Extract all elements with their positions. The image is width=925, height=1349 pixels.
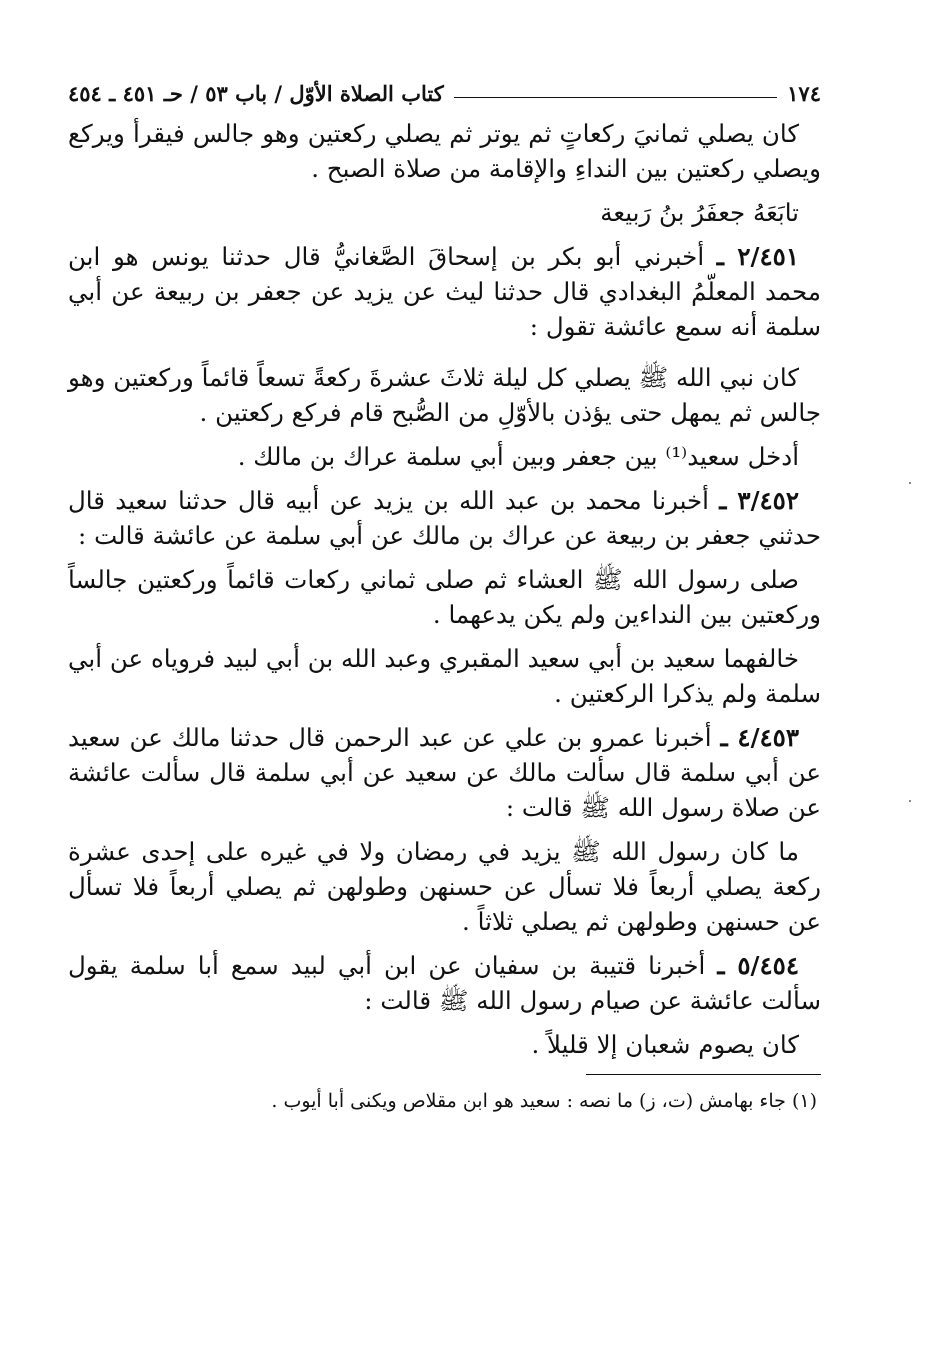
- main-text: [68, 116, 821, 1062]
- paragraph: كان يصوم شعبان إلا قليلاً .: [531, 1030, 799, 1059]
- hadith-entry-452: ٣/٤٥٢ ـ أخبرنا محمد بن عبد الله بن يزيد عن أبيه قال حدثنا سعيد قال حدثني جعفر بن ربيعة عن عراك بن مالك عن أبي سلمة عن عائشة قالت :: [68, 486, 821, 550]
- paragraph: كان يصلي ثمانيَ ركعاتٍ ثم يوتر ثم يصلي ركعتين وهو جالس فيقرأ ويركع ويصلي ركعتين بين النداءِ والإقامة من صلاة الصبح .: [68, 119, 821, 183]
- header-rule: [454, 97, 777, 98]
- hadith-number: ٣/٤٥٢ ـ: [719, 486, 799, 515]
- hadith-number: ٢/٤٥١ ـ: [716, 242, 799, 271]
- paragraph: خالفهما سعيد بن أبي سعيد المقبري وعبد الله بن أبي لبيد فروياه عن أبي سلمة ولم يذكرا الركعتين .: [68, 644, 821, 708]
- margin-mark: [909, 800, 911, 802]
- paragraph: كان نبي الله ﷺ يصلي كل ليلة ثلاثَ عشرةَ ركعةً تسعاً قائماً وركعتين وهو جالس ثم يمهل حتى يؤذن بالأوّلِ من الصُّبح قام فركع ركعتين .: [68, 363, 821, 427]
- hadith-entry-454: ٥/٤٥٤ ـ أخبرنا قتيبة بن سفيان عن ابن أبي لبيد سمع أبا سلمة يقول سألت عائشة عن صيام رسول الله ﷺ قالت :: [68, 951, 821, 1015]
- paragraph: ما كان رسول الله ﷺ يزيد في رمضان ولا في غيره على إحدى عشرة ركعة يصلي أربعاً فلا تسأل عن حسنهن وطولهن ثم يصلي أربعاً فلا تسأل عن حسنهن وطولهن ثم يصلي ثلاثاً .: [68, 837, 821, 936]
- hadith-number: ٥/٤٥٤ ـ: [717, 951, 799, 980]
- hadith-entry-453: ٤/٤٥٣ ـ أخبرنا عمرو بن علي عن عبد الرحمن قال حدثنا مالك عن سعيد عن أبي سلمة قال سألت مالك عن سعيد عن أبي سلمة قال سألت عائشة عن صلاة رسول الله ﷺ قالت :: [68, 723, 821, 822]
- footnote-rule: [68, 1074, 821, 1075]
- paragraph: أدخل سعيد⁽¹⁾ بين جعفر وبين أبي سلمة عراك بن مالك .: [237, 442, 799, 471]
- hadith-number: ٤/٤٥٣ ـ: [720, 723, 799, 752]
- margin-mark: [909, 482, 911, 484]
- running-header: [68, 76, 821, 110]
- paragraph: تابَعَهُ جعفَرُ بنُ رَبيعة: [600, 198, 799, 227]
- hadith-entry-451: ٢/٤٥١ ـ أخبرني أبو بكر بن إسحاقَ الصَّغانيُّ قال حدثنا يونس هو ابن محمد المعلّمُ البغدادي قال حدثنا ليث عن يزيد عن جعفر بن ربيعة عن أبي سلمة أنه سمع عائشة تقول :: [68, 242, 821, 341]
- paragraph: صلى رسول الله ﷺ العشاء ثم صلى ثماني ركعات قائماً وركعتين جالساً وركعتين بين النداءين ولم يكن يدعهما .: [68, 565, 821, 629]
- footnote: (١) جاء بهامش (ت، ز) ما نصه : سعيد هو ابن مقلاص ويكنى أبا أيوب .: [271, 1090, 817, 1112]
- page-number: ١٧٤: [787, 80, 821, 106]
- running-title: كتاب الصلاة الأوّل / باب ٥٣ / حـ ٤٥١ ـ ٤٥٤: [68, 80, 444, 106]
